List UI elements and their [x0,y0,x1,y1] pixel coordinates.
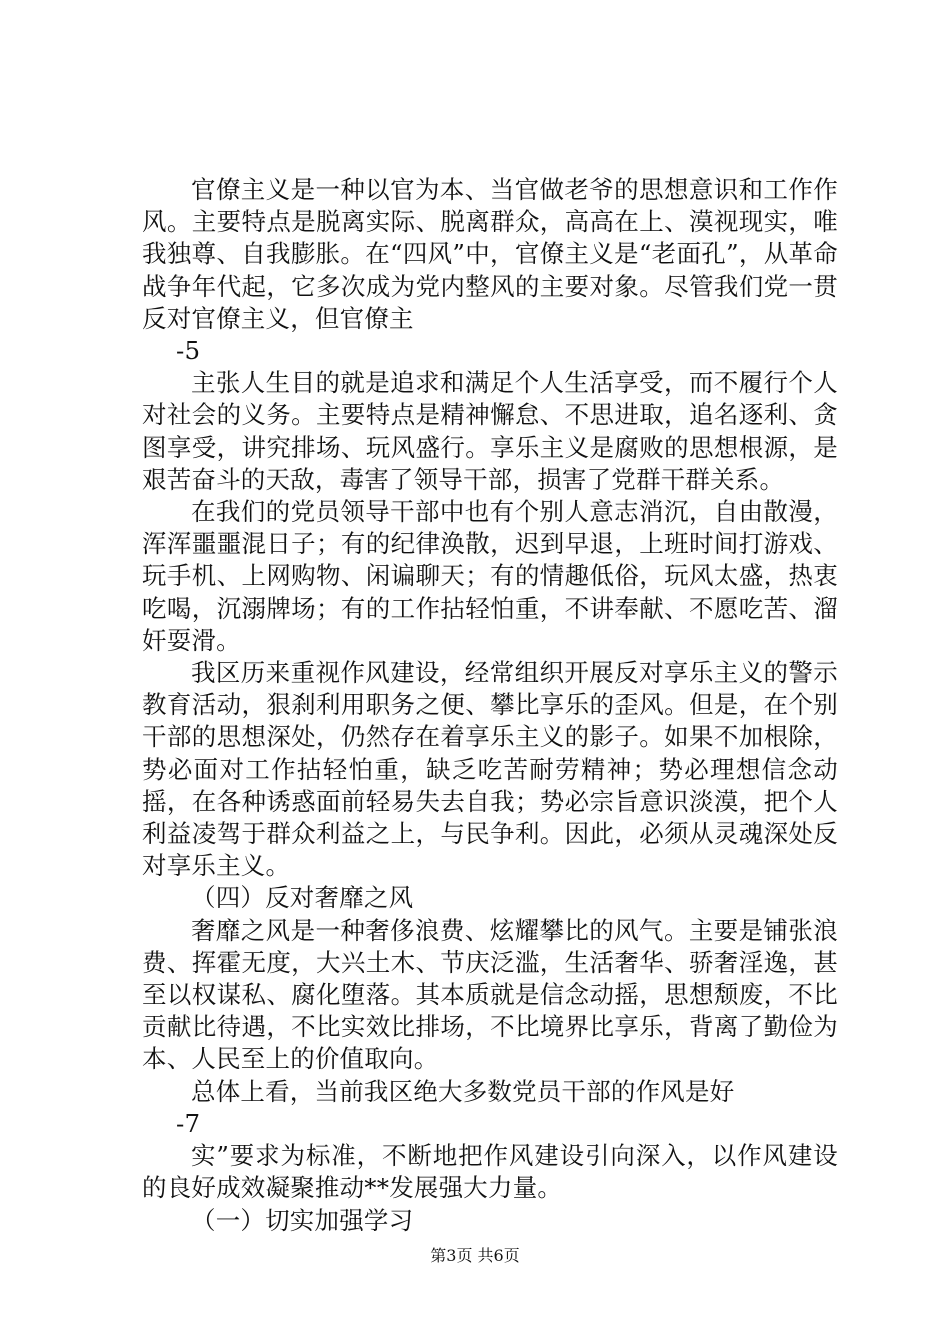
section-heading-extravagance: （四）反对奢靡之风 [191,883,414,913]
page-marker: -7 [176,1108,201,1138]
paragraph-hedonism-examples: 在我们的党员领导干部中也有个别人意志消沉，自由散漫，浑浑噩噩混日子；有的纪律涣散，迟到早退，上班时间打游戏、玩手机、上网购物、闲谝聊天；有的情趣低俗，玩风太盛，热衷吃喝，沉溺牌场；有的工作拈轻怕重，不讲奉献、不愿吃苦、溜奸耍滑。 [142,497,838,655]
section-heading-study: （一）切实加强学习 [191,1205,414,1235]
page-marker: -5 [176,336,201,366]
paragraph-bureaucratism: 官僚主义是一种以官为本、当官做老爷的思想意识和工作作风。主要特点是脱离实际、脱离群众，高高在上、漠视现实，唯我独尊、自我膨胀。在“四风”中，官僚主义是“老面孔”，从革命战争年代起，它多次成为党内整风的主要对象。尽管我们党一贯反对官僚主义，但官僚主 [142,175,838,333]
paragraph-standard: 实”要求为标准，不断地把作风建设引向深入，以作风建设的良好成效凝聚推动**发展强大力量。 [142,1141,838,1203]
page-footer: 第3页 共6页 [430,1246,520,1265]
paragraph-hedonism-district: 我区历来重视作风建设，经常组织开展反对享乐主义的警示教育活动，狠刹利用职务之便、攀比享乐的歪风。但是，在个别干部的思想深处，仍然存在着享乐主义的影子。如果不加根除，势必面对工作拈轻怕重，缺乏吃苦耐劳精神；势必理想信念动摇，在各种诱惑面前轻易失去自我；势必宗旨意识淡漠，把个人利益凌驾于群众利益之上，与民争利。因此，必须从灵魂深处反对享乐主义。 [142,658,838,881]
paragraph-hedonism-definition: 主张人生目的就是追求和满足个人生活享受，而不履行个人对社会的义务。主要特点是精神懈怠、不思进取，追名逐利、贪图享受，讲究排场、玩风盛行。享乐主义是腐败的思想根源，是艰苦奋斗的天敌，毒害了领导干部，损害了党群干群关系。 [142,368,838,494]
body-text [142,174,838,1237]
paragraph-extravagance: 奢靡之风是一种奢侈浪费、炫耀攀比的风气。主要是铺张浪费、挥霍无度，大兴土木、节庆泛滥，生活奢华、骄奢淫逸，甚至以权谋私、腐化堕落。其本质就是信念动摇，思想颓废，不比贡献比待遇，不比实效比排场，不比境界比享乐，背离了勤俭为本、人民至上的价值取向。 [142,915,838,1074]
paragraph-overall: 总体上看，当前我区绝大多数党员干部的作风是好 [191,1076,735,1106]
